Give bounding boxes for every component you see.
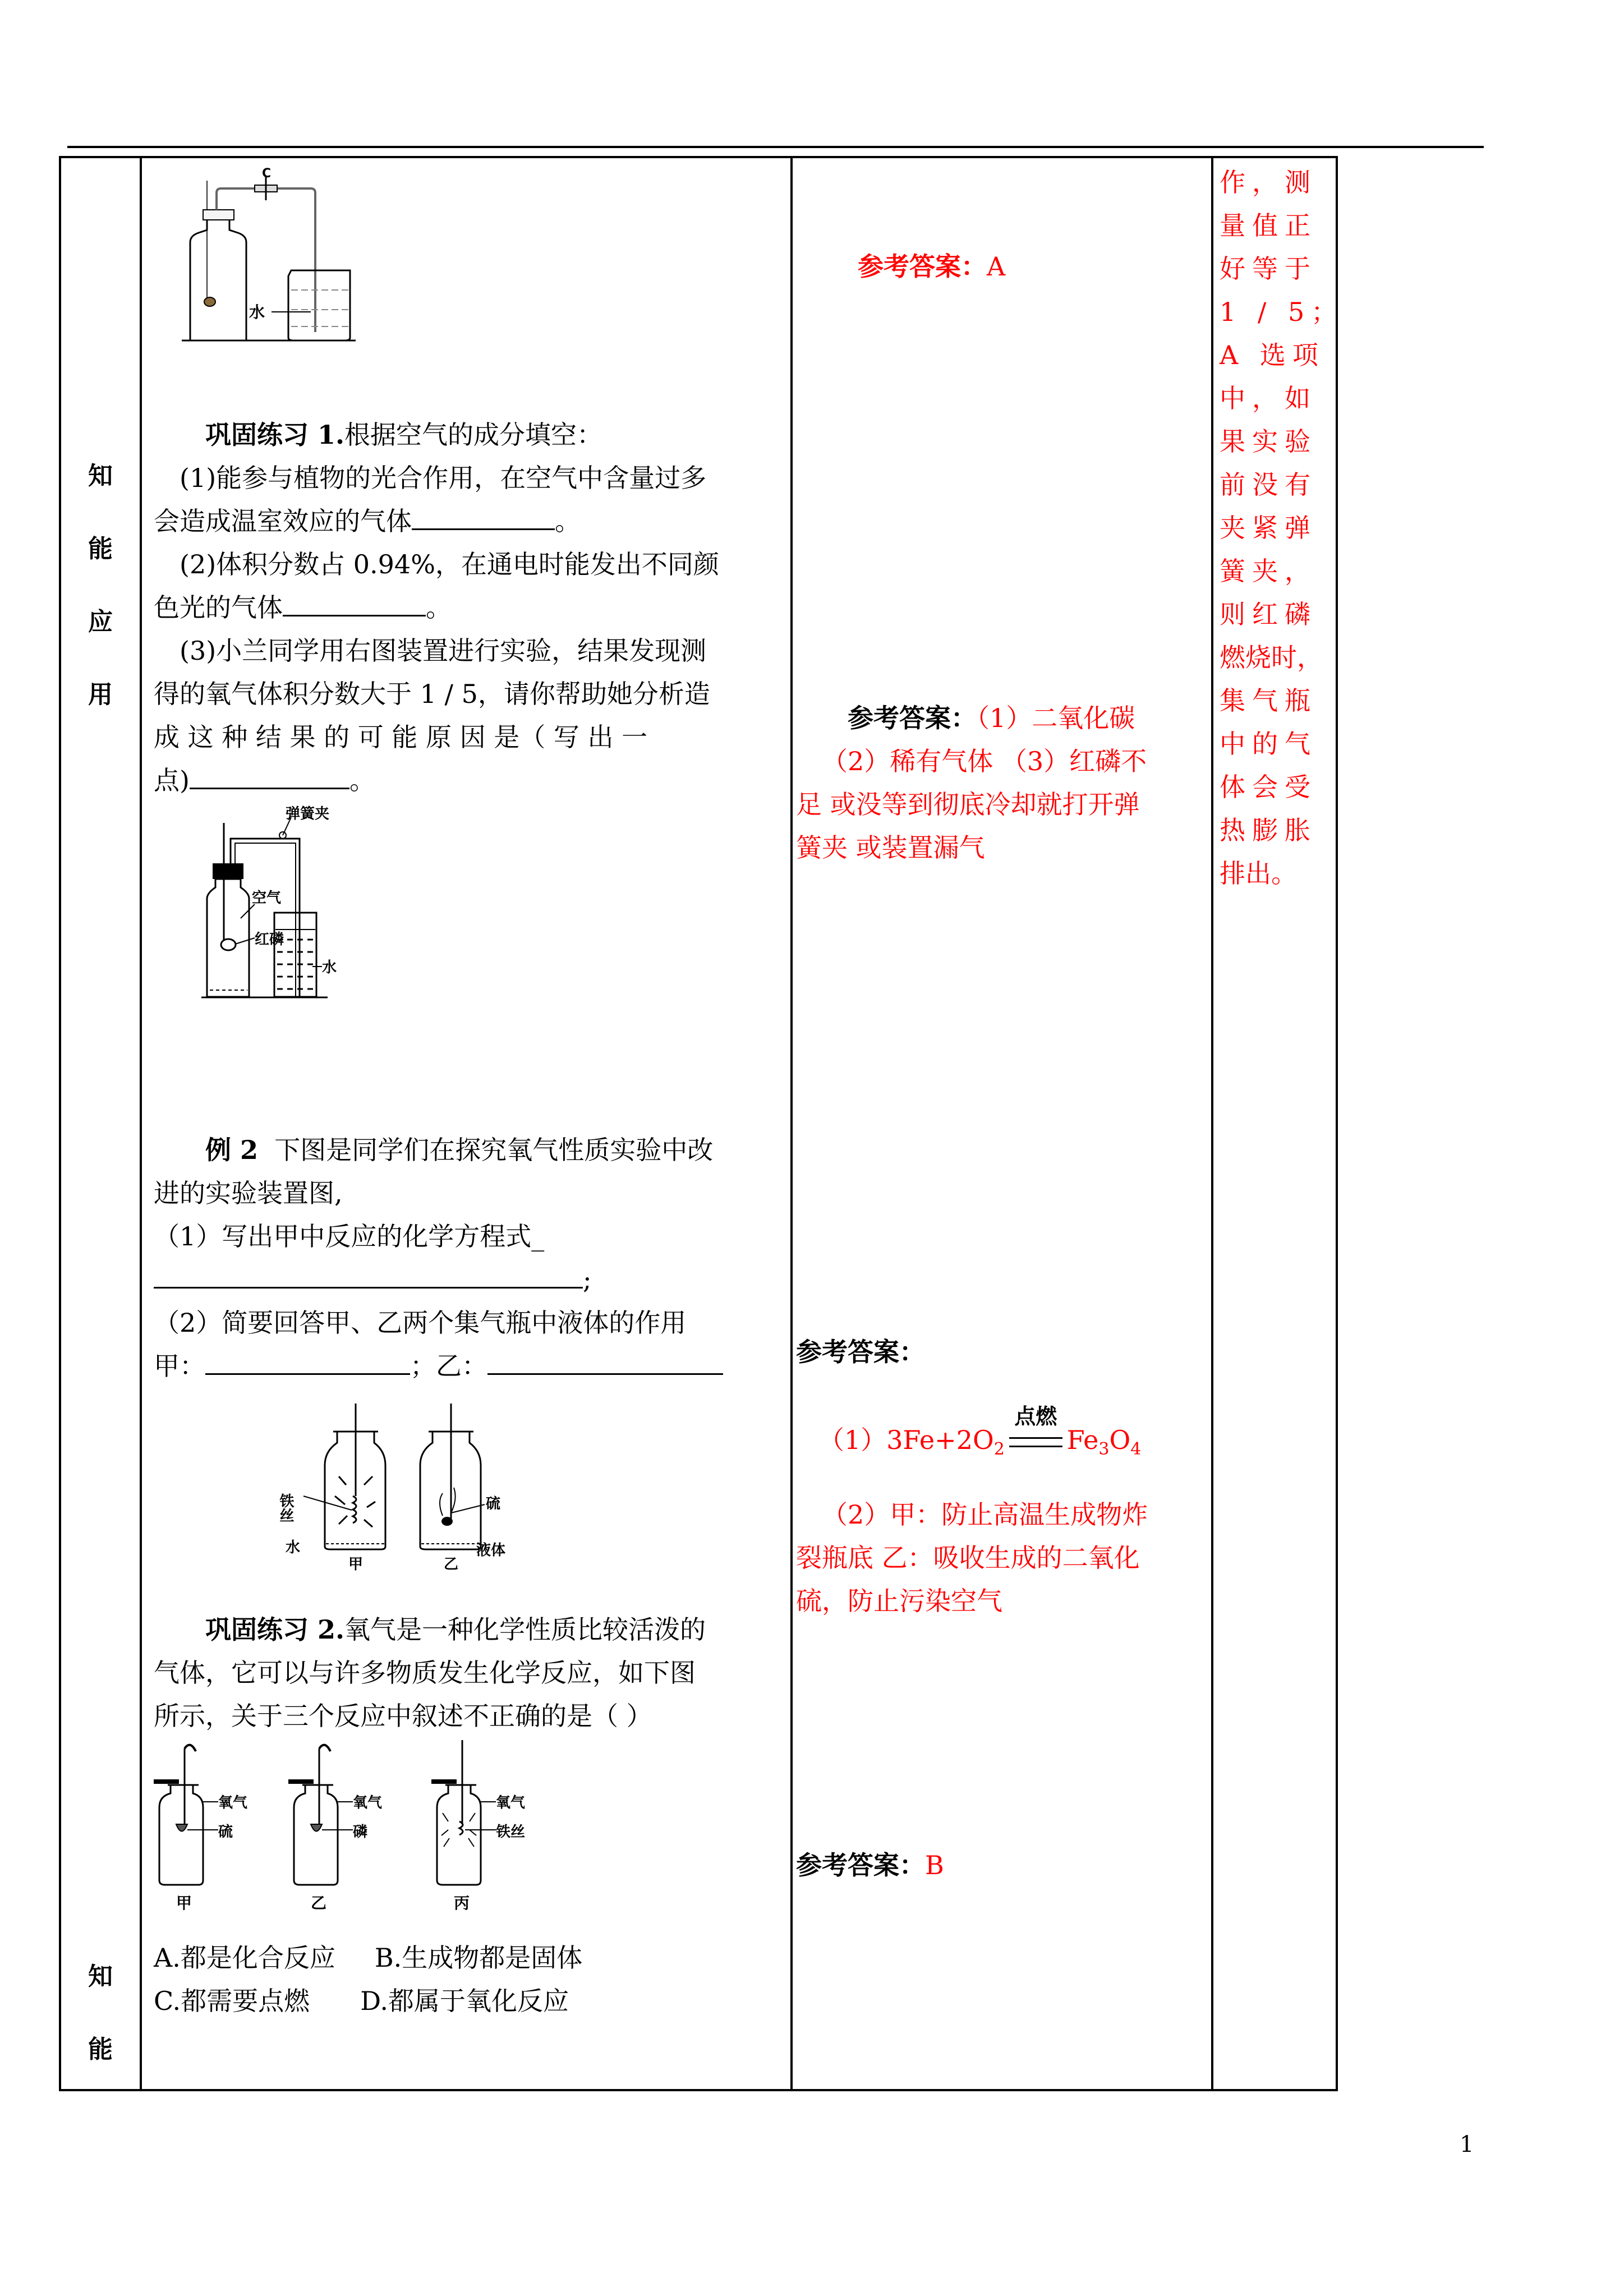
answer-line: 硫，防止污染空气	[796, 1586, 1002, 1617]
answer-line: 足 或没等到彻底冷却就打开弹	[796, 789, 1140, 820]
clamp-label: 弹簧夹	[286, 806, 330, 822]
practice2-block	[154, 1608, 776, 1738]
subscript: 2	[993, 1439, 1005, 1460]
q1-text: 会造成温室效应的气体	[154, 506, 412, 536]
punctuation: ；	[410, 1351, 436, 1381]
column-divider	[1211, 158, 1213, 2089]
option-a[interactable]: A.都是化合反应	[154, 1943, 335, 1973]
answer-blank[interactable]	[412, 506, 555, 530]
answer-label: 参考答案：	[858, 251, 987, 282]
practice2-intro-line2: 气体，它可以与许多物质发生化学反应，如下图	[154, 1658, 696, 1688]
note-line: 前没有	[1220, 470, 1317, 500]
note-line: 中的气	[1220, 729, 1317, 759]
equation-blank[interactable]	[154, 1264, 583, 1289]
bottle-yi-label: 乙	[444, 1556, 459, 1573]
practice1-q3-line3: 成 这 种 结 果 的 可 能 原 因 是（ 写 出 一	[154, 722, 648, 752]
water-label: 水	[286, 1539, 301, 1556]
side-label-char: 能	[88, 2035, 113, 2064]
practice1-q1-line: (1)能参与植物的光合作用，在空气中含量过多	[180, 463, 707, 493]
flame	[440, 1488, 456, 1516]
lesson-table	[59, 156, 1344, 2091]
side-label-char: 应	[88, 608, 113, 636]
answer-label: 参考答案：	[848, 703, 977, 733]
practice1-q3-line4	[154, 759, 776, 802]
air-label: 空气	[252, 890, 282, 907]
apparatus-figure-3	[277, 1389, 516, 1575]
iron-label: 铁丝	[277, 1493, 294, 1522]
practice2-title: 巩固练习 2.	[205, 1614, 345, 1645]
punctuation: 。	[555, 506, 581, 536]
bottle-yi-group	[288, 1745, 382, 1912]
practice1-q2-line: (2)体积分数占 0.94%，在通电时能发出不同颜	[180, 549, 719, 579]
water-label: 水	[249, 303, 265, 321]
equation-arrow	[1005, 1404, 1067, 1462]
phosphorus-label: 红磷	[255, 931, 284, 948]
phosphorus-label: 磷	[353, 1824, 368, 1841]
apparatus-figure-2	[185, 806, 443, 1014]
note-line: 则红磷	[1220, 599, 1317, 629]
double-line-icon	[1009, 1437, 1062, 1447]
jia-blank[interactable]	[205, 1351, 410, 1375]
answer-line: （2）稀有气体 （3）红磷不	[822, 746, 1147, 776]
answer-value: A	[987, 251, 1006, 282]
q3-text: 点)	[154, 765, 190, 795]
side-label-char: 知	[88, 1962, 113, 1991]
answer-blank[interactable]	[190, 765, 349, 789]
iron-label: 铁丝	[496, 1824, 526, 1841]
answer-line: 簧夹 或装置漏气	[796, 832, 985, 863]
practice1-q3-line: (3)小兰同学用右图装置进行实验，结果发现测	[180, 636, 707, 666]
note-line: 热膨胀	[1220, 815, 1317, 845]
note-line: 作，测	[1220, 167, 1317, 197]
chemical-equation	[796, 1404, 1211, 1471]
sulfur-label: 硫	[486, 1496, 501, 1512]
reaction-condition: 点燃	[1014, 1404, 1057, 1429]
water-label: 水	[322, 959, 337, 976]
practice2-intro: 氧气是一种化学性质比较活泼的	[344, 1614, 706, 1645]
practice1-intro: 根据空气的成分填空：	[344, 420, 603, 450]
answer-value: B	[925, 1850, 944, 1880]
sulfur-spoon	[441, 1517, 453, 1526]
answer-line: 裂瓶底 乙：吸收生成的二氧化	[796, 1543, 1140, 1573]
iron-wire-coil	[353, 1496, 356, 1523]
example2-q2: （2）简要回答甲、乙两个集气瓶中液体的作用	[154, 1308, 687, 1338]
note-line: 1 / 5；	[1220, 297, 1344, 327]
practice1-title: 巩固练习 1.	[205, 420, 345, 450]
phosphorus-pointer	[235, 938, 255, 944]
oxygen-label: 氧气	[218, 1795, 248, 1811]
beaker	[288, 270, 350, 341]
oxygen-label: 氧气	[353, 1795, 383, 1811]
combustion-spoon	[221, 939, 236, 950]
equation-product: O	[1109, 1425, 1131, 1455]
practice1-q2-line2	[154, 586, 776, 629]
jia-label: 甲：	[154, 1351, 205, 1381]
note-line: 集气瓶	[1220, 685, 1317, 716]
side-label-char: 能	[88, 535, 113, 563]
bottle-jia-label: 甲	[348, 1556, 364, 1573]
clamp-label: C	[262, 167, 272, 181]
side-label-char: 知	[88, 462, 113, 490]
yi-blank[interactable]	[487, 1351, 723, 1375]
practice2-intro-line3: 所示，关于三个反应中叙述不正确的是（ ）	[154, 1701, 652, 1731]
example2-intro-line2: 进的实验装置图,	[154, 1178, 343, 1208]
answer-2	[796, 697, 1211, 869]
yi-label: 乙：	[436, 1351, 487, 1381]
practice1-q1-line2	[154, 500, 776, 543]
stopper	[213, 863, 243, 879]
practice1-block	[154, 413, 776, 802]
equation-reactants: （1）3Fe+2O	[818, 1425, 994, 1455]
example2-intro: 下图是同学们在探究氧气性质实验中改	[274, 1135, 714, 1165]
liquid-label: 液体	[476, 1542, 506, 1559]
punctuation: ;	[583, 1264, 592, 1295]
note-line: 量值正	[1220, 210, 1317, 241]
answer-4	[796, 1844, 1211, 1887]
note-line: 好等于	[1220, 254, 1317, 284]
note-line: 夹紧弹	[1220, 513, 1317, 543]
combustion-spoon	[204, 297, 215, 306]
answer-label: 参考答案：	[796, 1850, 925, 1880]
note-line: 体会受	[1220, 772, 1317, 802]
column-divider	[790, 158, 793, 2089]
bottle-jia-label: 甲	[176, 1894, 192, 1912]
answer-line: （2）甲：防止高温生成物炸	[822, 1499, 1148, 1530]
example2-q1: （1）写出甲中反应的化学方程式_	[154, 1221, 545, 1251]
answer-3	[796, 1331, 1211, 1623]
example2-title: 例 2	[205, 1135, 259, 1165]
example2-q1-blank-line	[154, 1258, 776, 1301]
note-line: A 选项	[1220, 340, 1325, 370]
note-line: 中，如	[1220, 383, 1317, 413]
gas-bottle	[190, 219, 246, 341]
punctuation: 。	[349, 765, 375, 795]
answer-line: （1）二氧化碳	[977, 703, 1135, 733]
answer-label: 参考答案：	[796, 1337, 925, 1367]
practice1-q3-line2: 得的氧气体积分数大于 1 / 5，请你帮助她分析造	[154, 679, 710, 709]
gas-bottle	[207, 879, 249, 997]
bottle-bing-group	[431, 1740, 525, 1912]
bottle-jia-group	[154, 1745, 247, 1912]
option-d[interactable]: D.都属于氧化反应	[360, 1986, 569, 2016]
example2-q2-answers	[154, 1345, 776, 1388]
page-number: 1	[1460, 2132, 1474, 2157]
header-rule	[67, 146, 1484, 148]
options-row-2	[154, 1980, 776, 2023]
tube-inner	[235, 843, 296, 997]
oxygen-label: 氧气	[496, 1795, 526, 1811]
option-c[interactable]: C.都需要点燃	[154, 1986, 310, 2016]
q2-text: 色光的气体	[154, 592, 283, 623]
sulfur-label: 硫	[218, 1824, 233, 1841]
side-label-char: 用	[88, 680, 113, 709]
explanation-note	[1220, 161, 1388, 895]
apparatus-figure-1	[182, 169, 361, 355]
example2-block	[154, 1129, 776, 1388]
subscript: 3	[1098, 1439, 1110, 1460]
option-b[interactable]: B.生成物都是固体	[374, 1943, 583, 1973]
practice2-options	[154, 1936, 776, 2023]
bottle-bing-label: 丙	[454, 1894, 470, 1912]
options-row-1	[154, 1936, 776, 1980]
stopper	[203, 210, 234, 220]
answer-1	[858, 245, 1273, 288]
note-line: 簧夹，	[1220, 556, 1317, 586]
note-line: 果实验	[1220, 426, 1317, 457]
note-line: 燃烧时，	[1220, 642, 1323, 673]
note-line: 排出。	[1220, 858, 1297, 889]
subscript: 4	[1130, 1439, 1142, 1460]
apparatus-figure-4	[154, 1740, 580, 1914]
equation-product: Fe	[1066, 1425, 1099, 1455]
punctuation: 。	[426, 592, 452, 623]
answer-blank[interactable]	[283, 592, 426, 616]
bottle-yi-label: 乙	[311, 1894, 327, 1912]
sulfur-pointer	[451, 1504, 485, 1513]
column-divider	[140, 158, 142, 2089]
